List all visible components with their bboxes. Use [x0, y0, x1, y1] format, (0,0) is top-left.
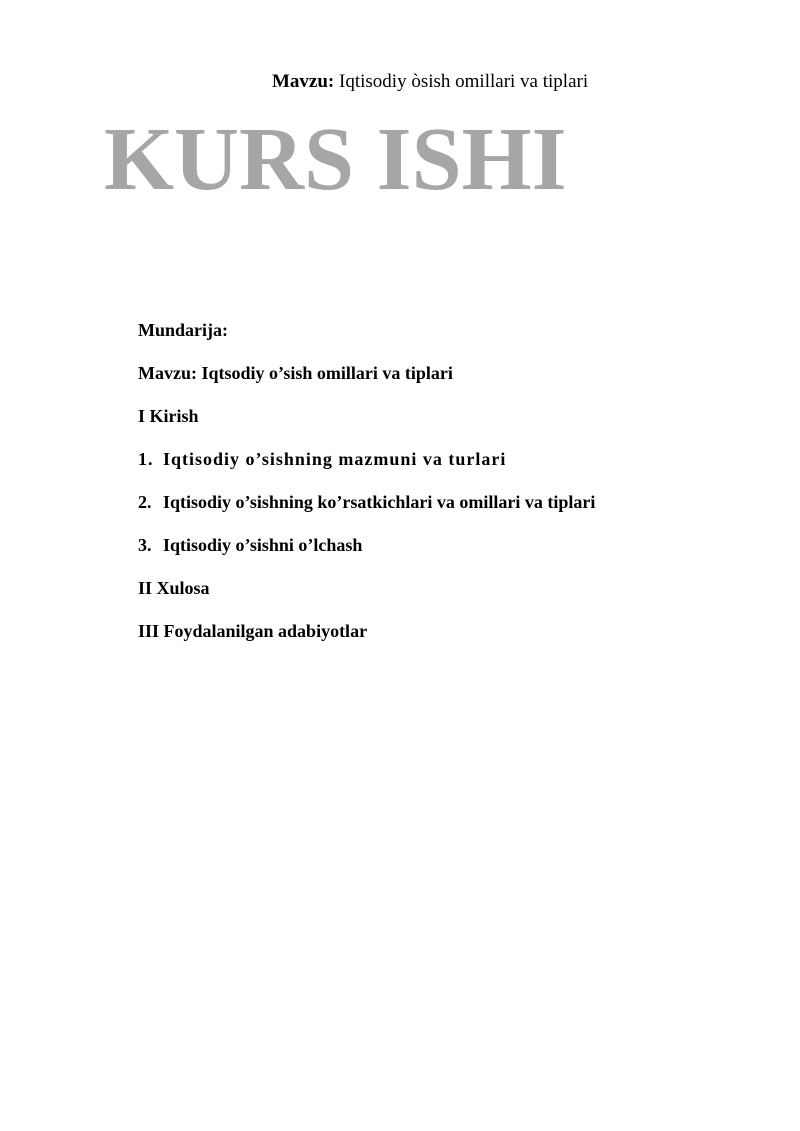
- toc-item: [138, 447, 758, 471]
- document-title: KURS ISHI: [104, 110, 567, 209]
- topic-label: Mavzu:: [272, 71, 335, 92]
- toc-item-number: 3.: [138, 535, 152, 555]
- document-topic: [272, 70, 588, 94]
- toc-intro: I Kirish: [138, 406, 199, 426]
- toc-heading: Mundarija:: [138, 320, 228, 340]
- toc-item: [138, 533, 758, 557]
- toc-item-text: Iqtisodiy o’sishni o’lchash: [163, 535, 363, 555]
- toc-conclusion: II Xulosa: [138, 578, 210, 598]
- table-of-contents: [138, 318, 758, 662]
- toc-item-number: 1.: [138, 449, 154, 469]
- toc-references: III Foydalanilgan adabiyotlar: [138, 621, 368, 641]
- toc-item-text: Iqtisodiy o’sishning ko’rsatkichlari va omillari va tiplari: [163, 492, 596, 512]
- toc-item-text: Iqtisodiy o’sishning mazmuni va turlari: [163, 449, 507, 469]
- toc-item-number: 2.: [138, 492, 152, 512]
- toc-topic: Mavzu: Iqtsodiy o’sish omillari va tiplari: [138, 363, 453, 383]
- topic-text: Iqtisodiy òsish omillari va tiplari: [334, 71, 589, 92]
- toc-item: [138, 490, 758, 514]
